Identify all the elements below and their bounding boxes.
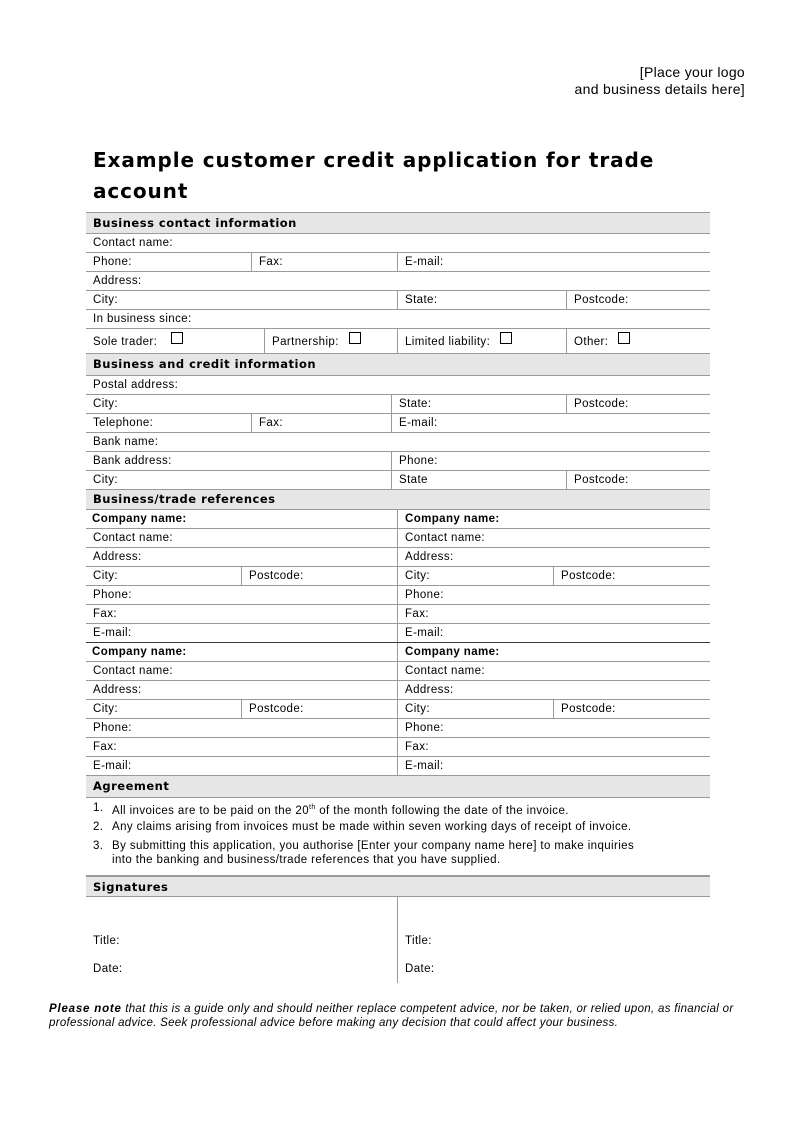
form-row [86, 605, 710, 624]
sole-trader-label: Sole trader: [93, 336, 158, 348]
page-title: Example customer credit application for trade account [93, 148, 655, 203]
section-trade-references: Business/trade references [86, 490, 710, 510]
form-row [86, 624, 710, 643]
ref1-company-name[interactable]: Company name: [92, 513, 187, 525]
form-row [86, 681, 710, 700]
telephone-field[interactable]: Telephone: [93, 417, 154, 429]
logo-placeholder [575, 64, 745, 98]
ref1-city[interactable]: City: [93, 570, 118, 582]
state-field[interactable]: State: [391, 395, 566, 413]
disclaimer-bold: Please note [49, 1003, 122, 1015]
section-business-credit: Business and credit information [86, 354, 710, 376]
ref3-city[interactable]: City: [93, 703, 118, 715]
form-row [86, 310, 710, 329]
section-business-contact: Business contact information [86, 212, 710, 234]
form-row [86, 329, 710, 354]
city-field[interactable]: City: [93, 398, 118, 410]
bank-address-field[interactable]: Bank address: [93, 455, 172, 467]
agreement-terms [86, 798, 710, 876]
signature-left-date: Date: [93, 963, 123, 975]
ordinal-suffix: th [309, 804, 316, 811]
logo-line-1: [Place your logo [639, 64, 745, 80]
agreement-item-2-text: Any claims arising from invoices must be made within seven working days of receipt of invoice. [112, 821, 632, 833]
ref4-city[interactable]: City: [397, 700, 553, 718]
bank-postcode-field[interactable]: Postcode: [566, 471, 710, 489]
ref4-fax[interactable]: Fax: [397, 738, 710, 756]
address-field[interactable]: Address: [93, 275, 142, 287]
ref1-phone[interactable]: Phone: [93, 589, 132, 601]
email-field[interactable]: E-mail: [391, 414, 710, 432]
ref4-email[interactable]: E-mail: [397, 757, 710, 775]
limited-liability-option[interactable] [397, 329, 566, 353]
form-row [86, 272, 710, 291]
ref1-postcode[interactable]: Postcode: [241, 567, 397, 585]
agreement-item-3-number: 3. [93, 840, 104, 852]
ref3-contact-name[interactable]: Contact name: [93, 665, 173, 677]
ref1-fax[interactable]: Fax: [93, 608, 117, 620]
form-row [86, 529, 710, 548]
form-row [86, 662, 710, 681]
form-row [86, 253, 710, 272]
postcode-field[interactable]: Postcode: [566, 395, 710, 413]
city-field[interactable]: City: [93, 294, 118, 306]
bank-state-field[interactable]: State [391, 471, 566, 489]
bank-phone-field[interactable]: Phone: [391, 452, 710, 470]
ref2-phone[interactable]: Phone: [397, 586, 710, 604]
signatures-block [86, 897, 710, 983]
form-row [86, 291, 710, 310]
postcode-field[interactable]: Postcode: [566, 291, 710, 309]
in-business-since-field[interactable]: In business since: [93, 313, 192, 325]
form-row [86, 700, 710, 719]
ref2-postcode[interactable]: Postcode: [553, 567, 710, 585]
ref4-phone[interactable]: Phone: [397, 719, 710, 737]
bank-name-field[interactable]: Bank name: [93, 436, 159, 448]
bank-city-field[interactable]: City: [93, 474, 118, 486]
ref2-address[interactable]: Address: [397, 548, 710, 566]
form-row [86, 471, 710, 490]
state-field[interactable]: State: [397, 291, 566, 309]
signature-right-date: Date: [405, 963, 435, 975]
signature-right-title: Title: [405, 935, 432, 947]
form-row [86, 376, 710, 395]
ref2-fax[interactable]: Fax: [397, 605, 710, 623]
ref4-contact-name[interactable]: Contact name: [397, 662, 710, 680]
signature-left[interactable] [86, 897, 397, 983]
ref4-company-name[interactable]: Company name: [397, 643, 710, 661]
section-agreement: Agreement [86, 776, 710, 798]
ref4-address[interactable]: Address: [397, 681, 710, 699]
form-row [86, 586, 710, 605]
logo-line-2: and business details here] [574, 81, 745, 97]
credit-application-form [86, 212, 710, 983]
agreement-item-2-number: 2. [93, 821, 104, 833]
agreement-item-1-number: 1. [93, 802, 104, 814]
ref2-contact-name[interactable]: Contact name: [397, 529, 710, 547]
form-row [86, 567, 710, 586]
fax-field[interactable]: Fax: [251, 414, 391, 432]
sole-trader-checkbox[interactable] [171, 332, 183, 344]
form-row [86, 395, 710, 414]
contact-name-field[interactable]: Contact name: [93, 237, 173, 249]
ref3-company-name[interactable]: Company name: [92, 646, 187, 658]
partnership-option[interactable] [264, 329, 397, 353]
other-option[interactable] [566, 329, 710, 353]
signature-left-title: Title: [93, 935, 120, 947]
disclaimer-text: that this is a guide only and should neither replace competent advice, nor be taken, or relied upon, as financial or professional advice. Seek professional advice before making any decision that could affect your business. [49, 1003, 734, 1029]
ref3-address[interactable]: Address: [93, 684, 142, 696]
partnership-label: Partnership: [272, 336, 339, 348]
ref2-company-name[interactable]: Company name: [397, 510, 710, 528]
section-signatures: Signatures [86, 876, 710, 897]
form-row [86, 414, 710, 433]
ref2-email[interactable]: E-mail: [397, 624, 710, 642]
other-label: Other: [574, 336, 609, 348]
disclaimer-note [49, 1002, 749, 1030]
other-checkbox[interactable] [618, 332, 630, 344]
form-row [86, 234, 710, 253]
ref1-contact-name[interactable]: Contact name: [93, 532, 173, 544]
postal-address-field[interactable]: Postal address: [93, 379, 179, 391]
email-field[interactable]: E-mail: [397, 253, 710, 271]
form-row [86, 452, 710, 471]
ref3-phone[interactable]: Phone: [93, 722, 132, 734]
form-row [86, 738, 710, 757]
form-row [86, 433, 710, 452]
ref3-fax[interactable]: Fax: [93, 741, 117, 753]
ref1-address[interactable]: Address: [93, 551, 142, 563]
ref1-email[interactable]: E-mail: [93, 627, 132, 639]
form-row [86, 510, 710, 529]
signature-right[interactable] [397, 897, 710, 983]
agreement-item-3-line-2: into the banking and business/trade references that you have supplied. [112, 854, 501, 866]
fax-field[interactable]: Fax: [251, 253, 398, 271]
ref2-city[interactable]: City: [397, 567, 553, 585]
agreement-item-1-text-end: of the month following the date of the invoice. [315, 804, 569, 817]
limited-liability-label: Limited liability: [405, 336, 491, 348]
phone-field[interactable]: Phone: [93, 256, 132, 268]
agreement-item-1-text: All invoices are to be paid on the 20 [112, 804, 310, 817]
form-row [86, 757, 710, 776]
partnership-checkbox[interactable] [349, 332, 361, 344]
ref3-postcode[interactable]: Postcode: [241, 700, 397, 718]
sole-trader-option[interactable] [86, 329, 264, 353]
form-row [86, 548, 710, 567]
agreement-item-3-line-1: By submitting this application, you authorise [Enter your company name here] to make inquiries [112, 840, 635, 852]
ref3-email[interactable]: E-mail: [93, 760, 132, 772]
ref4-postcode[interactable]: Postcode: [553, 700, 710, 718]
form-row [86, 643, 710, 662]
limited-liability-checkbox[interactable] [500, 332, 512, 344]
form-row [86, 719, 710, 738]
